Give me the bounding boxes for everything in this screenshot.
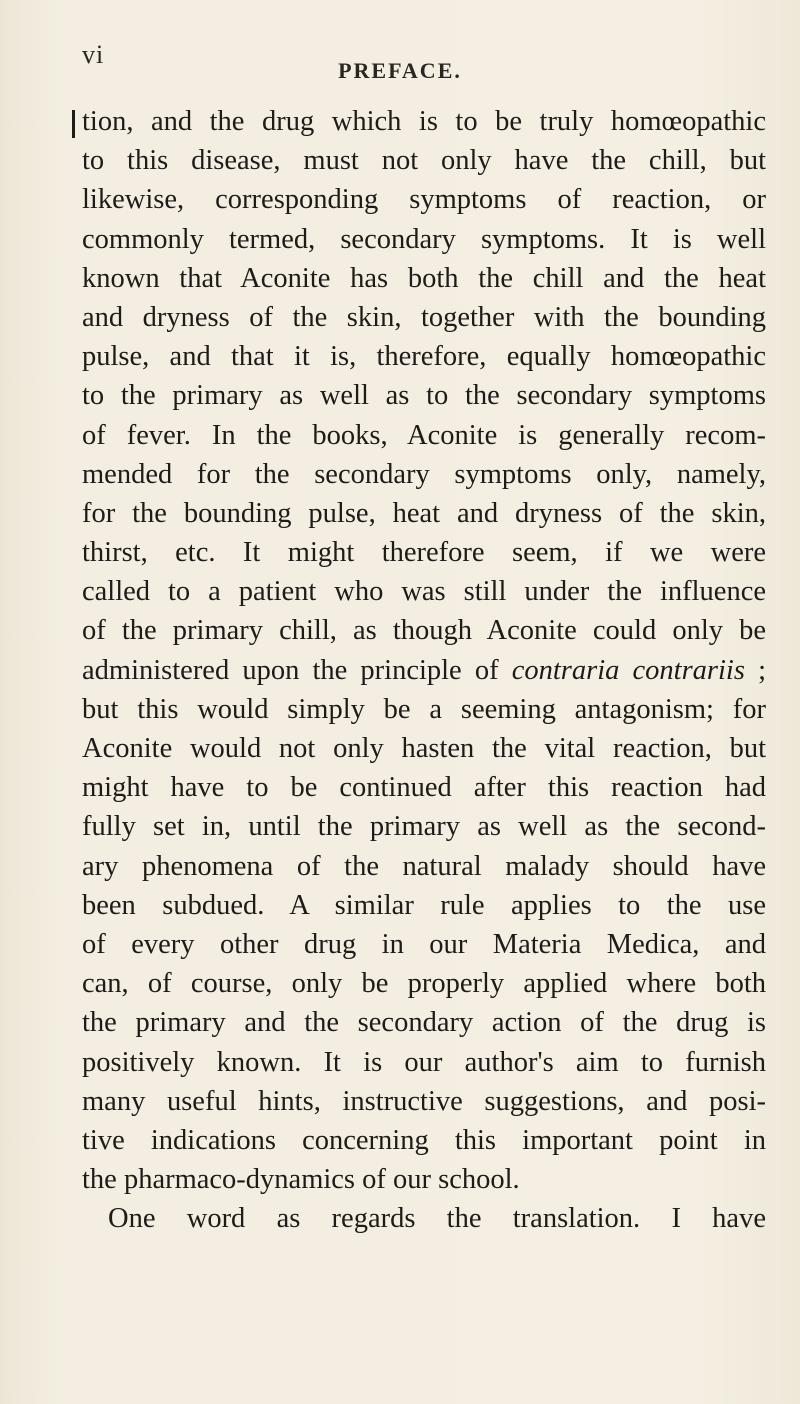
text-line: pulse, and that it is, therefore, equally homœopathic <box>82 341 766 373</box>
text-line: thirst, etc. It might therefore seem, if we were <box>82 537 766 569</box>
italic-suffix: ; <box>744 654 767 686</box>
text-line: might have to be continued after this reaction had <box>82 772 766 804</box>
body-text <box>82 102 766 1238</box>
text-line: and dryness of the skin, together with the bounding <box>82 301 766 333</box>
margin-mark <box>72 110 75 138</box>
text-line: been subdued. A similar rule applies to the use <box>82 889 766 921</box>
text-line: mended for the secondary symptoms only, namely, <box>82 458 766 490</box>
text-line: One word as regards the translation. I have <box>108 1203 766 1235</box>
text-line: called to a patient who was still under the influence <box>82 576 766 608</box>
text-line: Aconite would not only hasten the vital reaction, but <box>82 733 766 764</box>
text-line: tive indications concerning this important point in <box>82 1124 766 1156</box>
text-line: of the primary chill, as though Aconite could only be <box>82 615 766 647</box>
text-line: tion, and the drug which is to be truly homœopathic <box>82 106 766 137</box>
text-line: for the bounding pulse, heat and dryness of the skin, <box>82 497 766 529</box>
italic-phrase: contraria contrariis <box>511 654 745 686</box>
text-line: positively known. It is our author's aim to furnish <box>82 1046 766 1078</box>
text-line: to this disease, must not only have the chill, but <box>82 145 766 177</box>
text-line: known that Aconite has both the chill and the heat <box>82 262 766 294</box>
text-line: the pharmaco-dynamics of our school. <box>82 1164 520 1196</box>
text-line-prefix: administered upon the principle of <box>82 654 499 686</box>
text-line: can, of course, only be properly applied where both <box>82 968 766 1000</box>
text-line: of every other drug in our Materia Medica, and <box>82 928 766 960</box>
text-line: likewise, corresponding symptoms of reaction, or <box>82 184 766 216</box>
text-line: to the primary as well as to the secondary symptoms <box>82 380 766 412</box>
text-line: fully set in, until the primary as well as the second- <box>82 811 766 843</box>
text-line: of fever. In the books, Aconite is generally recom- <box>82 419 766 451</box>
text-line: but this would simply be a seeming antagonism; for <box>82 693 766 725</box>
text-line: the primary and the secondary action of the drug is <box>82 1007 766 1039</box>
text-line: many useful hints, instructive suggestions, and posi- <box>82 1085 766 1117</box>
page-number: vi <box>82 40 105 69</box>
text-line: commonly termed, secondary symptoms. It is well <box>82 223 766 255</box>
running-head: PREFACE. <box>338 58 462 83</box>
text-line-with-italic <box>82 651 766 690</box>
text-line: ary phenomena of the natural malady should have <box>82 850 766 882</box>
